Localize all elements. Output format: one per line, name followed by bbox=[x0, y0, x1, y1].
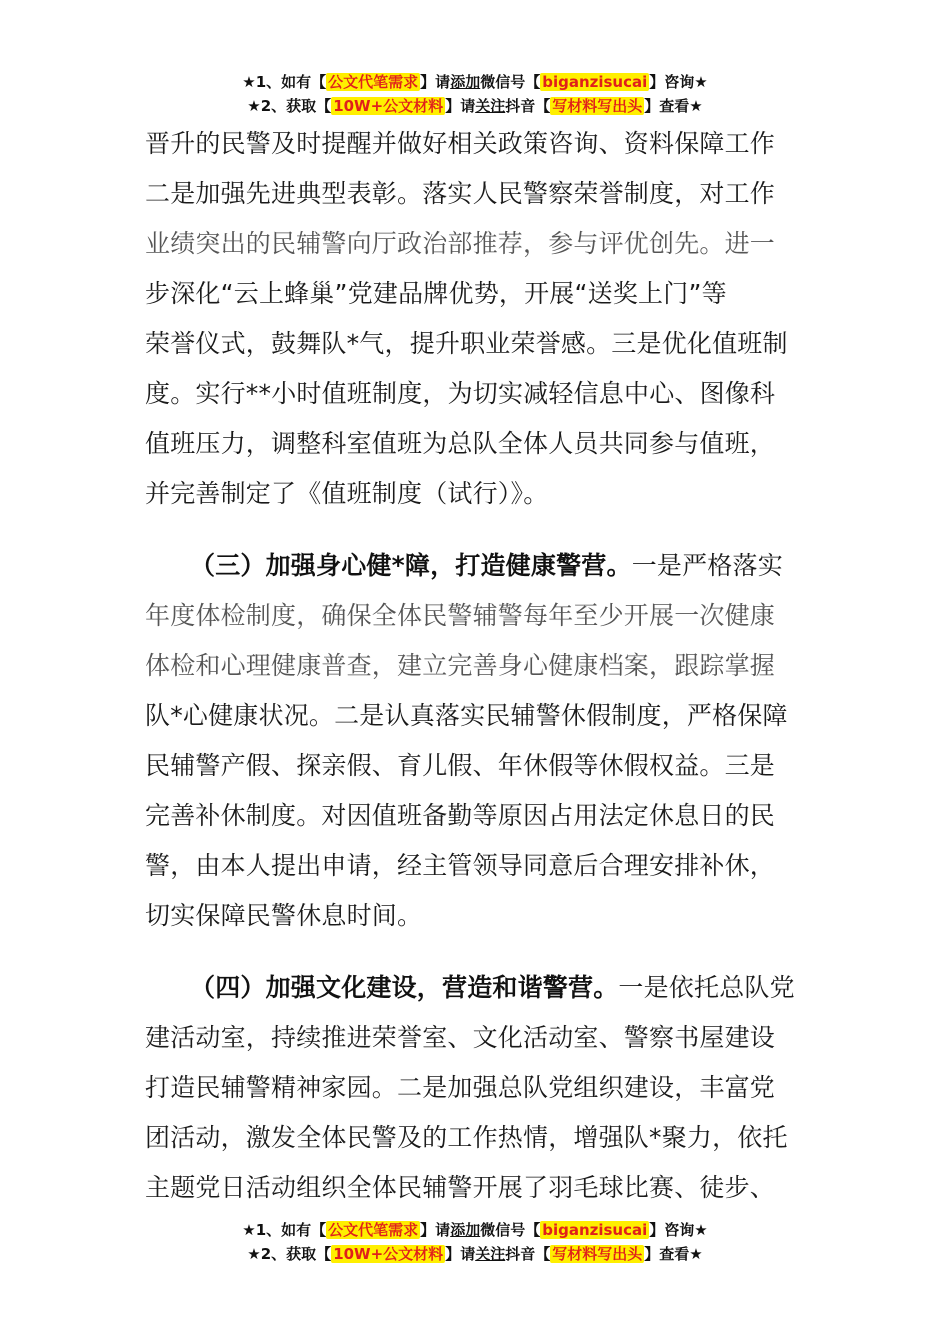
promo-text: ★2、获取【 bbox=[247, 97, 332, 115]
section-heading: （三）加强身心健*障，打造健康警营。 bbox=[190, 551, 632, 580]
promo-highlight-douyin: 写材料写出头 bbox=[552, 97, 643, 115]
text-line: 切实保障民警休息时间。 bbox=[145, 901, 423, 930]
promo-text: 】请 bbox=[420, 1221, 451, 1239]
promo-text: 】查看★ bbox=[644, 97, 703, 115]
text-run: 一是严格落实 bbox=[631, 551, 783, 580]
text-line: 步深化“云上蜂巢”党建品牌优势，开展“送奖上门”等 bbox=[145, 279, 727, 308]
promo-text: ★1、如有【 bbox=[242, 1221, 327, 1239]
promo-text: 】请 bbox=[445, 97, 476, 115]
text-run: 一是依托总队党 bbox=[618, 973, 795, 1002]
promo-highlight: 10W+公文材料 bbox=[333, 1245, 444, 1263]
text-line: 警，由本人提出申请，经主管领导同意后合理安排补休， bbox=[145, 851, 776, 880]
text-line: 度。实行**小时值班制度，为切实减轻信息中心、图像科 bbox=[145, 379, 776, 408]
promo-text: 抖音【 bbox=[505, 1245, 551, 1263]
text-line: 打造民辅警精神家园。二是加强总队党组织建设，丰富党 bbox=[145, 1073, 776, 1102]
text-line: 年度体检制度，确保全体民警辅警每年至少开展一次健康 bbox=[145, 601, 776, 630]
promo-underline: 关注 bbox=[475, 1245, 506, 1263]
promo-highlight: 公文代笔需求 bbox=[328, 1221, 419, 1239]
bottom-promo-banner bbox=[0, 1218, 950, 1266]
text-line bbox=[145, 541, 810, 591]
paragraph-health bbox=[145, 541, 810, 941]
promo-text: ★1、如有【 bbox=[242, 73, 327, 91]
promo-text: 微信号【 bbox=[480, 73, 541, 91]
paragraph-continued bbox=[145, 119, 810, 519]
promo-text: 】请 bbox=[420, 73, 451, 91]
promo-text: 】查看★ bbox=[644, 1245, 703, 1263]
document-body bbox=[145, 119, 810, 1213]
promo-highlight: 公文代笔需求 bbox=[328, 73, 419, 91]
text-line: 建活动室，持续推进荣誉室、文化活动室、警察书屋建设 bbox=[145, 1023, 776, 1052]
promo-line-1 bbox=[0, 70, 950, 94]
promo-underline: 关注 bbox=[475, 97, 506, 115]
promo-text: 】请 bbox=[445, 1245, 476, 1263]
promo-highlight-wechat-id: biganzisucai bbox=[542, 1221, 648, 1239]
promo-highlight-wechat-id: biganzisucai bbox=[542, 73, 648, 91]
promo-text: ★2、获取【 bbox=[247, 1245, 332, 1263]
text-line: 主题党日活动组织全体民辅警开展了羽毛球比赛、徒步、 bbox=[145, 1173, 776, 1202]
text-line: 体检和心理健康普查，建立完善身心健康档案，跟踪掌握 bbox=[145, 651, 776, 680]
text-line: 晋升的民警及时提醒并做好相关政策咨询、资料保障工作 bbox=[145, 129, 776, 158]
text-line: 并完善制定了《值班制度（试行）》。 bbox=[145, 479, 549, 508]
promo-text: 】咨询★ bbox=[649, 73, 708, 91]
promo-line-2 bbox=[0, 94, 950, 118]
promo-underline: 添加 bbox=[450, 73, 481, 91]
promo-text: 抖音【 bbox=[505, 97, 551, 115]
text-line: 队*心健康状况。二是认真落实民辅警休假制度，严格保障 bbox=[145, 701, 788, 730]
text-line: 二是加强先进典型表彰。落实人民警察荣誉制度，对工作 bbox=[145, 179, 776, 208]
text-line: 团活动，激发全体民警及的工作热情，增强队*聚力，依托 bbox=[145, 1123, 788, 1152]
text-line: 民辅警产假、探亲假、育儿假、年休假等休假权益。三是 bbox=[145, 751, 776, 780]
section-heading: （四）加强文化建设，营造和谐警营。 bbox=[190, 973, 619, 1002]
text-line: 荣誉仪式，鼓舞队*气，提升职业荣誉感。三是优化值班制 bbox=[145, 329, 788, 358]
promo-line-2 bbox=[0, 1242, 950, 1266]
promo-highlight-douyin: 写材料写出头 bbox=[552, 1245, 643, 1263]
promo-underline: 添加 bbox=[450, 1221, 481, 1239]
text-line: 值班压力，调整科室值班为总队全体人员共同参与值班， bbox=[145, 429, 776, 458]
promo-text: 】咨询★ bbox=[649, 1221, 708, 1239]
promo-line-1 bbox=[0, 1218, 950, 1242]
text-line: 业绩突出的民辅警向厅政治部推荐，参与评优创先。进一 bbox=[145, 229, 776, 258]
text-line: 完善补休制度。对因值班备勤等原因占用法定休息日的民 bbox=[145, 801, 776, 830]
paragraph-culture bbox=[145, 963, 810, 1213]
top-promo-banner bbox=[0, 70, 950, 118]
text-line bbox=[145, 963, 810, 1013]
promo-highlight: 10W+公文材料 bbox=[333, 97, 444, 115]
promo-text: 微信号【 bbox=[480, 1221, 541, 1239]
